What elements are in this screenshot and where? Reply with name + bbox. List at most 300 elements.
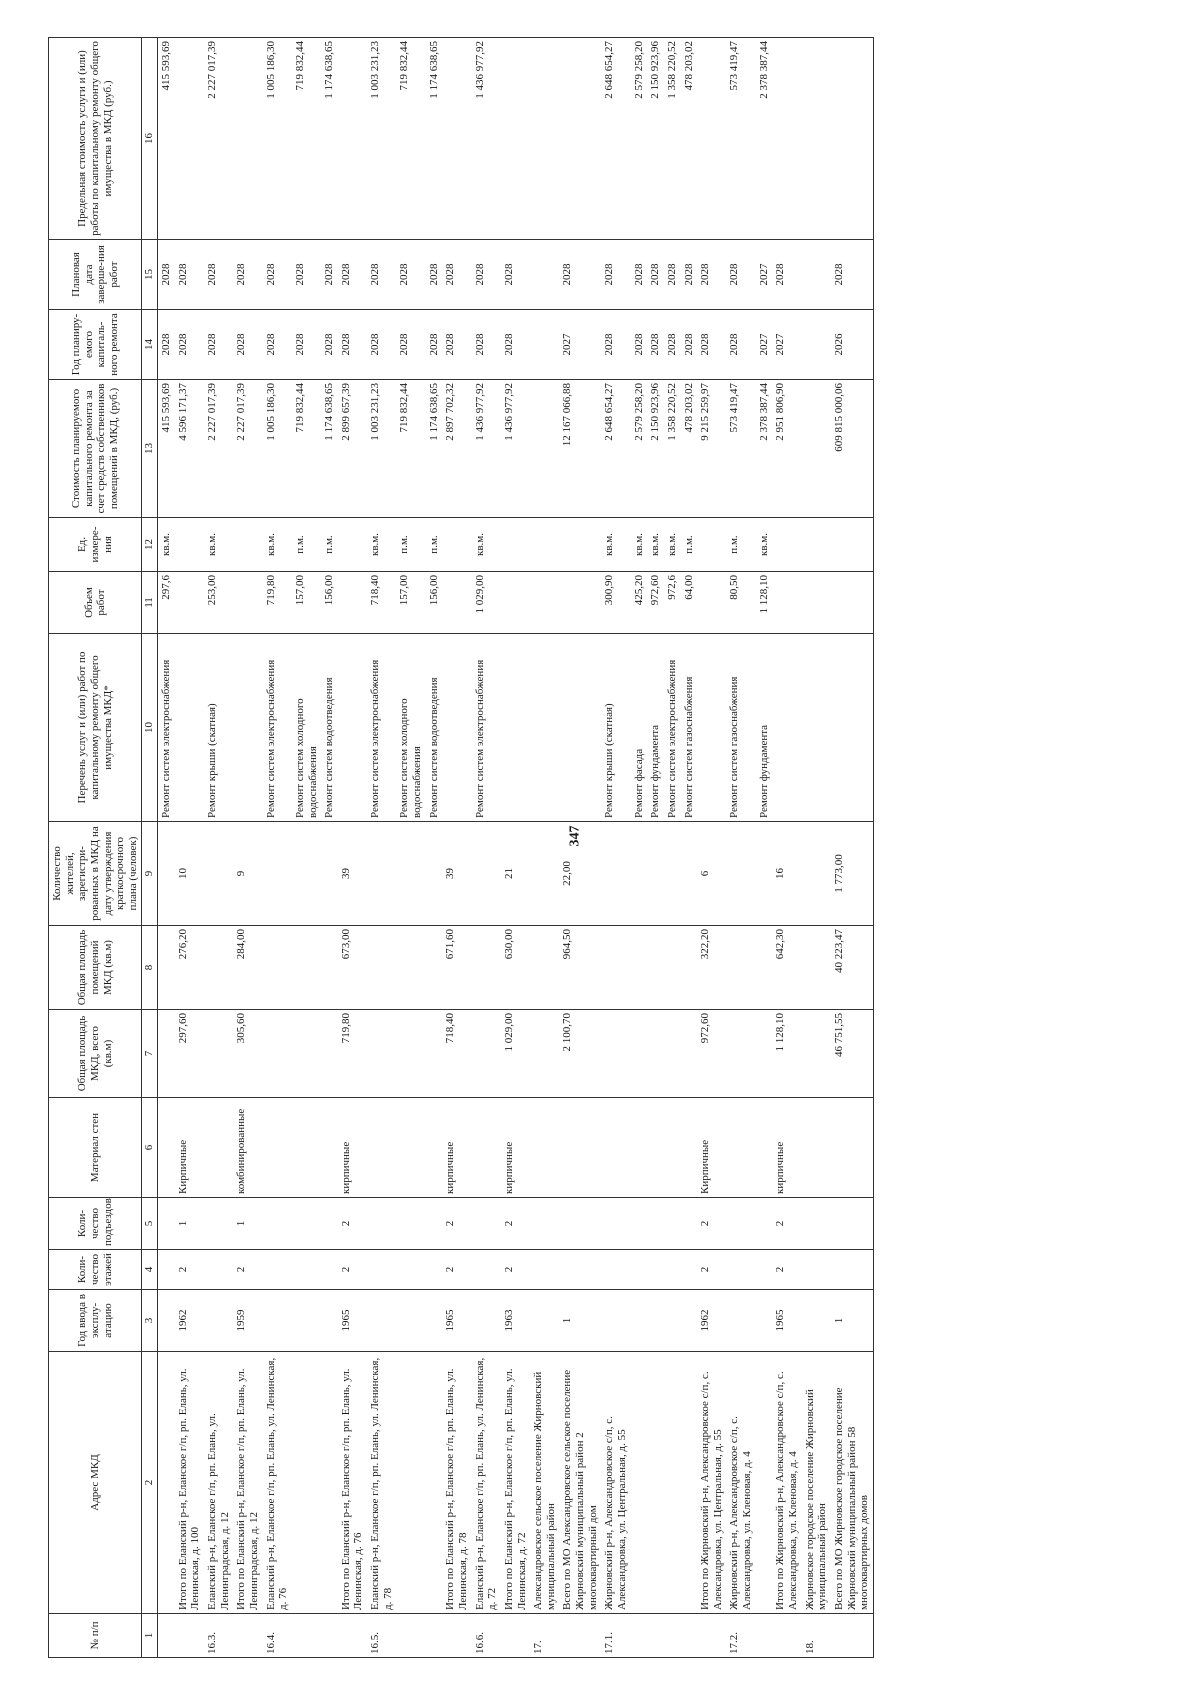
table-row: [756, 38, 773, 1658]
table-cell: 2027: [756, 310, 773, 380]
table-cell: 2028: [631, 310, 648, 380]
table-cell: 297,60: [175, 1010, 204, 1098]
table-cell: 642,30: [772, 926, 801, 1010]
table-cell: [321, 926, 338, 1010]
table-cell: Ремонт систем газоснабжения: [681, 634, 698, 822]
table-cell: 300,90: [601, 572, 630, 634]
table-cell: [664, 1352, 681, 1614]
table-cell: 972,60: [647, 572, 664, 634]
table-cell: 1 029,00: [472, 572, 501, 634]
column-header: Плановая дата заверше-ния работ: [49, 240, 142, 310]
column-number: 5: [142, 1198, 158, 1250]
table-cell: [559, 1250, 601, 1290]
table-cell: кв.м.: [631, 518, 648, 572]
table-cell: 972,60: [697, 1010, 726, 1098]
table-cell: [601, 1010, 630, 1098]
table-cell: 9: [233, 822, 262, 926]
table-cell: 2: [175, 1250, 204, 1290]
column-header: Ед. измере-ния: [49, 518, 142, 572]
table-cell: 17.1.: [601, 1614, 630, 1658]
table-cell: [647, 1614, 664, 1658]
table-cell: [756, 926, 773, 1010]
table-row: [631, 38, 648, 1658]
table-cell: Ремонт систем холодного водоснабжения: [396, 634, 425, 822]
column-header: Материал стен: [49, 1098, 142, 1198]
table-cell: кв.м.: [367, 518, 396, 572]
table-cell: 630,00: [501, 926, 530, 1010]
table-cell: [631, 926, 648, 1010]
column-header: Перечень услуг и (или) работ по капитальному ремонту общего имущества МКД*: [49, 634, 142, 822]
table-cell: 2028: [175, 240, 204, 310]
table-cell: 2028: [367, 310, 396, 380]
table-cell: 2028: [292, 240, 321, 310]
table-cell: [233, 634, 262, 822]
table-cell: 2028: [442, 310, 471, 380]
table-cell: [367, 1010, 396, 1098]
table-cell: [559, 572, 601, 634]
table-cell: 2: [772, 1250, 801, 1290]
column-header: Год ввода в эксплу-атацию: [49, 1290, 142, 1352]
table-cell: [204, 926, 233, 1010]
table-cell: 2028: [601, 240, 630, 310]
table-cell: [233, 38, 262, 240]
table-cell: 1 128,10: [756, 572, 773, 634]
table-cell: [802, 822, 831, 926]
table-cell: [647, 926, 664, 1010]
table-cell: Александровское сельское поселение Жирновский муниципальный район: [530, 1352, 559, 1614]
table-cell: [263, 1098, 292, 1198]
table-cell: 6: [697, 822, 726, 926]
table-cell: Еланский р-н, Еланское г/п, рп. Елань, ул. Ленинская, д. 72: [472, 1352, 501, 1614]
table-cell: 415 593,69: [158, 38, 175, 240]
table-cell: 1 174 638,65: [426, 380, 443, 518]
table-cell: [756, 1010, 773, 1098]
table-cell: 1 174 638,65: [321, 38, 338, 240]
table-cell: 2027: [772, 310, 801, 380]
column-header: Предельная стоимость услуги и (или) работы по капитальному ремонту общего имущества в МКД (руб.): [49, 38, 142, 240]
table-cell: кв.м.: [647, 518, 664, 572]
table-cell: [233, 1614, 262, 1658]
table-cell: 415 593,69: [158, 380, 175, 518]
table-cell: Еланский р-н, Еланское г/п, рп. Елань, ул. Ленинская, д. 78: [367, 1352, 396, 1614]
table-cell: кв.м.: [756, 518, 773, 572]
table-cell: [426, 1198, 443, 1250]
table-cell: [726, 1010, 755, 1098]
table-cell: [426, 926, 443, 1010]
table-cell: [530, 38, 559, 240]
table-cell: Ремонт крыши (скатная): [204, 634, 233, 822]
table-cell: 80,50: [726, 572, 755, 634]
column-header: Объем работ: [49, 572, 142, 634]
table-cell: [756, 822, 773, 926]
table-cell: [367, 1250, 396, 1290]
table-cell: [631, 1098, 648, 1198]
table-cell: 2028: [664, 240, 681, 310]
table-cell: 2 579 258,20: [631, 38, 648, 240]
table-cell: 719 832,44: [292, 380, 321, 518]
table-cell: [367, 1098, 396, 1198]
table-cell: [158, 926, 175, 1010]
table-cell: [559, 1614, 601, 1658]
table-cell: Итого по Еланский р-н, Еланское г/п, рп. Елань, ул. Ленинская, д. 76: [338, 1352, 367, 1614]
table-cell: 10: [175, 822, 204, 926]
table-cell: Всего по МО Александровское сельское поселение Жирновский муниципальный район 2 многоквартирный дом: [559, 1352, 601, 1614]
column-header: Общая площадь помещений МКД (кв.м): [49, 926, 142, 1010]
table-cell: [559, 1098, 601, 1198]
table-cell: Итого по Еланский р-н, Еланское г/п, рп. Елань, ул. Ленинская, д. 72: [501, 1352, 530, 1614]
table-cell: [530, 380, 559, 518]
table-cell: [802, 38, 831, 240]
table-row: [233, 38, 262, 1658]
table-cell: [726, 1098, 755, 1198]
table-cell: [158, 1290, 175, 1352]
table-cell: 2028: [321, 240, 338, 310]
table-cell: [472, 926, 501, 1010]
table-cell: [396, 822, 425, 926]
table-cell: 2: [501, 1250, 530, 1290]
table-cell: 2028: [367, 240, 396, 310]
table-cell: [426, 1290, 443, 1352]
table-cell: 2028: [442, 240, 471, 310]
table-cell: 2028: [321, 310, 338, 380]
column-header: Коли-чество этажей: [49, 1250, 142, 1290]
table-cell: кирпичные: [501, 1098, 530, 1198]
table-cell: [530, 822, 559, 926]
table-cell: [802, 1198, 831, 1250]
table-row: [338, 38, 367, 1658]
table-cell: [204, 1098, 233, 1198]
table-cell: [559, 38, 601, 240]
table-cell: [263, 1250, 292, 1290]
table-cell: [292, 1614, 321, 1658]
table-cell: [647, 1010, 664, 1098]
table-cell: [426, 1010, 443, 1098]
table-cell: 156,00: [426, 572, 443, 634]
table-cell: [530, 634, 559, 822]
table-cell: [367, 926, 396, 1010]
column-header: Коли-чество подъездов: [49, 1198, 142, 1250]
table-cell: 1 773,00: [831, 822, 873, 926]
table-cell: [831, 1250, 873, 1290]
table-cell: 2 648 654,27: [601, 380, 630, 518]
table-cell: Еланский р-н, Еланское г/п, рп. Елань, ул. Ленинская, д. 76: [263, 1352, 292, 1614]
table-cell: [338, 38, 367, 240]
table-cell: [501, 572, 530, 634]
table-cell: [292, 1352, 321, 1614]
table-cell: 39: [442, 822, 471, 926]
table-cell: 2028: [204, 240, 233, 310]
table-cell: Итого по Еланский р-н, Еланское г/п, рп. Елань, ул. Ленинская, д. 100: [175, 1352, 204, 1614]
table-cell: 4 596 171,37: [175, 380, 204, 518]
table-cell: 2028: [681, 310, 698, 380]
table-row: [501, 38, 530, 1658]
table-cell: [175, 572, 204, 634]
table-row: [442, 38, 471, 1658]
table-cell: [772, 634, 801, 822]
table-cell: 2028: [631, 240, 648, 310]
column-number: 9: [142, 822, 158, 926]
table-cell: [442, 634, 471, 822]
table-cell: [756, 1098, 773, 1198]
table-cell: [158, 1098, 175, 1198]
table-cell: [831, 634, 873, 822]
table-cell: [426, 1352, 443, 1614]
table-cell: 2 899 657,39: [338, 380, 367, 518]
table-cell: 1965: [442, 1290, 471, 1352]
table-row: [647, 38, 664, 1658]
table-row: [472, 38, 501, 1658]
table-cell: [292, 822, 321, 926]
table-cell: Еланский р-н, Еланское г/п, рп. Елань, ул. Ленинградская, д. 12: [204, 1352, 233, 1614]
table-cell: [321, 1098, 338, 1198]
table-cell: 2028: [158, 310, 175, 380]
table-cell: [647, 822, 664, 926]
table-cell: 2 951 806,90: [772, 380, 801, 518]
table-cell: [681, 1010, 698, 1098]
table-cell: 2 378 387,44: [756, 38, 773, 240]
table-cell: [664, 1250, 681, 1290]
table-cell: [559, 518, 601, 572]
table-row: [559, 38, 601, 1658]
table-cell: 2028: [559, 240, 601, 310]
table-cell: [756, 1198, 773, 1250]
table-cell: п.м.: [321, 518, 338, 572]
table-cell: кв.м.: [601, 518, 630, 572]
table-cell: 2028: [664, 310, 681, 380]
table-cell: [338, 1614, 367, 1658]
table-cell: [530, 240, 559, 310]
table-cell: [772, 1614, 801, 1658]
table-cell: 718,40: [442, 1010, 471, 1098]
table-cell: 972,6: [664, 572, 681, 634]
table-cell: 964,50: [559, 926, 601, 1010]
table-cell: [601, 1198, 630, 1250]
table-cell: [530, 518, 559, 572]
table-cell: 2028: [263, 310, 292, 380]
table-cell: [175, 1614, 204, 1658]
table-row: [292, 38, 321, 1658]
column-number: 13: [142, 380, 158, 518]
column-header: Год планиру-емого капиталь-ного ремонта: [49, 310, 142, 380]
table-cell: п.м.: [681, 518, 698, 572]
table-row: [831, 38, 873, 1658]
capital-repair-table: [48, 37, 874, 1658]
table-cell: [756, 1290, 773, 1352]
table-cell: [681, 1290, 698, 1352]
table-cell: 1 436 977,92: [501, 380, 530, 518]
table-cell: Ремонт систем водоотведения: [321, 634, 338, 822]
table-cell: [321, 1290, 338, 1352]
table-cell: [501, 634, 530, 822]
table-cell: кв.м.: [263, 518, 292, 572]
table-row: [530, 38, 559, 1658]
table-cell: [647, 1198, 664, 1250]
table-cell: 2 378 387,44: [756, 380, 773, 518]
table-cell: 16.5.: [367, 1614, 396, 1658]
table-cell: [292, 1250, 321, 1290]
table-cell: 2 227 017,39: [204, 38, 233, 240]
table-row: [321, 38, 338, 1658]
table-cell: 2028: [292, 310, 321, 380]
table-cell: Ремонт систем электроснабжения: [367, 634, 396, 822]
table-cell: кв.м.: [158, 518, 175, 572]
table-cell: Ремонт фасада: [631, 634, 648, 822]
table-cell: 2: [442, 1198, 471, 1250]
table-cell: Ремонт систем водоотведения: [426, 634, 443, 822]
table-cell: 2028: [396, 310, 425, 380]
table-cell: [664, 926, 681, 1010]
column-number: 12: [142, 518, 158, 572]
table-cell: 2: [697, 1250, 726, 1290]
table-cell: [396, 1198, 425, 1250]
table-cell: [726, 822, 755, 926]
table-cell: 2: [338, 1250, 367, 1290]
column-header: Количество жителей, зарегистри-рованных в МКД на дату утверждения краткосрочного плана (человек): [49, 822, 142, 926]
table-cell: [601, 1250, 630, 1290]
table-cell: 1959: [233, 1290, 262, 1352]
table-cell: [559, 1198, 601, 1250]
table-cell: 2: [697, 1198, 726, 1250]
table-cell: [530, 1250, 559, 1290]
table-cell: Жирновское городское поселение Жирновский муниципальный район: [802, 1352, 831, 1614]
table-cell: 719 832,44: [396, 38, 425, 240]
table-row: [726, 38, 755, 1658]
table-cell: Ремонт крыши (скатная): [601, 634, 630, 822]
table-cell: [601, 926, 630, 1010]
table-cell: [530, 1010, 559, 1098]
table-cell: [802, 1098, 831, 1198]
table-cell: 718,40: [367, 572, 396, 634]
table-cell: 2028: [175, 310, 204, 380]
table-cell: [292, 1198, 321, 1250]
table-cell: 2028: [647, 310, 664, 380]
table-cell: Итого по Еланский р-н, Еланское г/п, рп. Елань, ул. Ленинградская, д. 12: [233, 1352, 262, 1614]
table-cell: 1 358 220,52: [664, 38, 681, 240]
table-cell: Ремонт фундамента: [756, 634, 773, 822]
table-cell: 2028: [472, 310, 501, 380]
table-cell: [321, 1010, 338, 1098]
table-cell: Ремонт систем электроснабжения: [664, 634, 681, 822]
table-cell: кв.м.: [204, 518, 233, 572]
table-cell: [338, 518, 367, 572]
table-cell: 22,00: [559, 822, 601, 926]
table-cell: 719,80: [263, 572, 292, 634]
table-cell: 156,00: [321, 572, 338, 634]
table-cell: [647, 1098, 664, 1198]
table-cell: 1 436 977,92: [472, 380, 501, 518]
rotated-page: [48, 38, 1148, 1658]
table-cell: [442, 1614, 471, 1658]
table-cell: 2: [233, 1250, 262, 1290]
table-cell: 1: [831, 1290, 873, 1352]
table-row: [158, 38, 175, 1658]
table-cell: [442, 518, 471, 572]
column-number: 6: [142, 1098, 158, 1198]
column-number: 11: [142, 572, 158, 634]
table-cell: [802, 380, 831, 518]
table-cell: [530, 1198, 559, 1250]
table-row: [802, 38, 831, 1658]
table-cell: 478 203,02: [681, 380, 698, 518]
table-cell: 478 203,02: [681, 38, 698, 240]
table-cell: 1965: [772, 1290, 801, 1352]
table-cell: [472, 822, 501, 926]
table-cell: 46 751,55: [831, 1010, 873, 1098]
table-cell: 2: [338, 1198, 367, 1250]
table-cell: 1962: [697, 1290, 726, 1352]
table-cell: 2028: [726, 240, 755, 310]
table-cell: Итого по Еланский р-н, Еланское г/п, рп. Елань, ул. Ленинская, д. 78: [442, 1352, 471, 1614]
table-cell: [664, 1198, 681, 1250]
table-cell: [321, 1198, 338, 1250]
table-cell: [396, 1010, 425, 1098]
table-cell: 1 436 977,92: [472, 38, 501, 240]
table-cell: [647, 1250, 664, 1290]
table-cell: [321, 822, 338, 926]
table-cell: 18.: [802, 1614, 831, 1658]
table-cell: 2028: [501, 240, 530, 310]
table-cell: 253,00: [204, 572, 233, 634]
table-cell: 284,00: [233, 926, 262, 1010]
table-cell: 1 005 186,30: [263, 38, 292, 240]
table-cell: [396, 1250, 425, 1290]
table-cell: 40 223,47: [831, 926, 873, 1010]
table-cell: п.м.: [726, 518, 755, 572]
table-cell: 573 419,47: [726, 380, 755, 518]
table-cell: 2: [501, 1198, 530, 1250]
table-row: [772, 38, 801, 1658]
table-cell: [726, 1198, 755, 1250]
table-cell: 2028: [396, 240, 425, 310]
table-cell: [681, 1352, 698, 1614]
table-cell: 2028: [501, 310, 530, 380]
table-cell: [681, 1098, 698, 1198]
table-cell: [204, 1290, 233, 1352]
table-cell: 64,00: [681, 572, 698, 634]
table-cell: [802, 1250, 831, 1290]
table-cell: п.м.: [396, 518, 425, 572]
table-cell: 17.2.: [726, 1614, 755, 1658]
table-cell: 2028: [472, 240, 501, 310]
table-cell: [802, 1010, 831, 1098]
table-cell: 2028: [831, 240, 873, 310]
table-cell: Жирновский р-н, Александровское с/п, с. Александровка, ул. Центральная, д. 55: [601, 1352, 630, 1614]
table-cell: [158, 822, 175, 926]
table-cell: [631, 1290, 648, 1352]
table-cell: 1 003 231,23: [367, 380, 396, 518]
table-cell: 2: [772, 1198, 801, 1250]
table-cell: 16.3.: [204, 1614, 233, 1658]
table-cell: 1965: [338, 1290, 367, 1352]
table-cell: [647, 1290, 664, 1352]
table-cell: [631, 1010, 648, 1098]
table-cell: [697, 634, 726, 822]
table-cell: [697, 1614, 726, 1658]
table-cell: [442, 572, 471, 634]
table-cell: [831, 1098, 873, 1198]
table-cell: [426, 1250, 443, 1290]
table-cell: 2 648 654,27: [601, 38, 630, 240]
table-cell: Ремонт фундамента: [647, 634, 664, 822]
table-cell: 671,60: [442, 926, 471, 1010]
table-cell: 2027: [756, 240, 773, 310]
table-cell: 2028: [426, 240, 443, 310]
table-cell: [501, 1614, 530, 1658]
table-cell: 39: [338, 822, 367, 926]
table-body: [158, 38, 874, 1658]
table-cell: 2028: [233, 240, 262, 310]
column-header: Стоимость планируемого капитального ремонта за счет средств собственников помещений в МКД, (руб.): [49, 380, 142, 518]
